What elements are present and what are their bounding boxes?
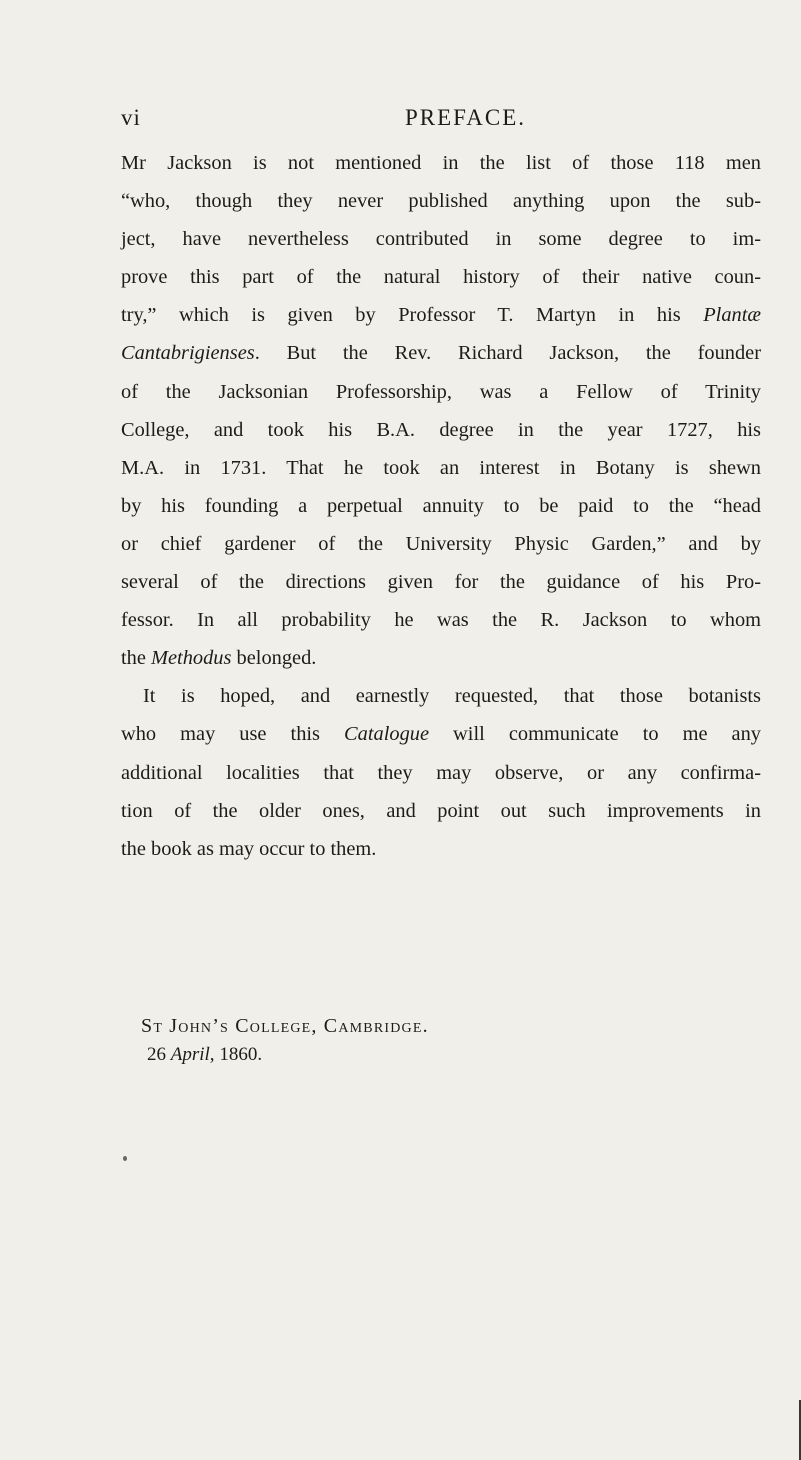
- signature-block: [141, 1012, 429, 1069]
- text-segment: belonged.: [231, 647, 317, 670]
- page-number: vi: [121, 105, 141, 130]
- italic-title: Catalogue: [344, 723, 430, 746]
- italic-title: Plantæ: [703, 304, 761, 327]
- text-line: tion of the older ones, and point out such improvements in: [121, 799, 761, 822]
- italic-title: Cantabrigienses: [121, 342, 255, 365]
- text-segment: who may use this: [121, 723, 345, 746]
- text-segment: . But the Rev. Richard Jackson, the founder: [254, 342, 761, 365]
- ink-speck: [123, 1156, 127, 1161]
- text-line: [121, 334, 761, 372]
- text-segment: will communicate to me any: [429, 723, 761, 746]
- signature-college: St John’s College, Cambridge.: [141, 1015, 429, 1037]
- date-year: 1860.: [214, 1044, 263, 1065]
- text-segment: try,” which is given by Professor T. Martyn in his: [121, 304, 704, 327]
- text-line: additional localities that they may observe, or any confirma-: [121, 761, 761, 784]
- text-line: or chief gardener of the University Physic Garden,” and by: [121, 532, 761, 555]
- text-line: Mr Jackson is not mentioned in the list of those 118 men: [121, 152, 761, 174]
- preface-body: [121, 144, 761, 868]
- text-line: the book as may occur to them.: [121, 837, 377, 860]
- italic-title: Methodus: [151, 647, 232, 670]
- text-segment: the: [121, 647, 152, 670]
- text-line: [121, 639, 761, 677]
- text-line: “who, though they never published anything upon the sub-: [121, 190, 761, 213]
- running-head: PREFACE.: [405, 105, 527, 130]
- text-line: M.A. in 1731. That he took an interest in Botany is shewn: [121, 456, 761, 479]
- text-line: [121, 296, 761, 334]
- date-day: 26: [147, 1044, 171, 1065]
- text-line: of the Jacksonian Professorship, was a Fellow of Trinity: [121, 380, 761, 403]
- text-line: College, and took his B.A. degree in the year 1727, his: [121, 418, 761, 441]
- text-line: ject, have nevertheless contributed in some degree to im-: [121, 228, 761, 251]
- text-line: by his founding a perpetual annuity to be paid to the “head: [121, 494, 761, 517]
- page-header: [121, 105, 761, 145]
- text-line: prove this part of the natural history of their native coun-: [121, 266, 761, 289]
- signature-date: [141, 1041, 429, 1069]
- text-line: fessor. In all probability he was the R. Jackson to whom: [121, 609, 761, 632]
- text-line: several of the directions given for the guidance of his Pro-: [121, 571, 761, 594]
- text-line: [121, 715, 761, 753]
- date-month: April,: [170, 1044, 215, 1065]
- text-line: It is hoped, and earnestly requested, that those botanists: [143, 685, 761, 708]
